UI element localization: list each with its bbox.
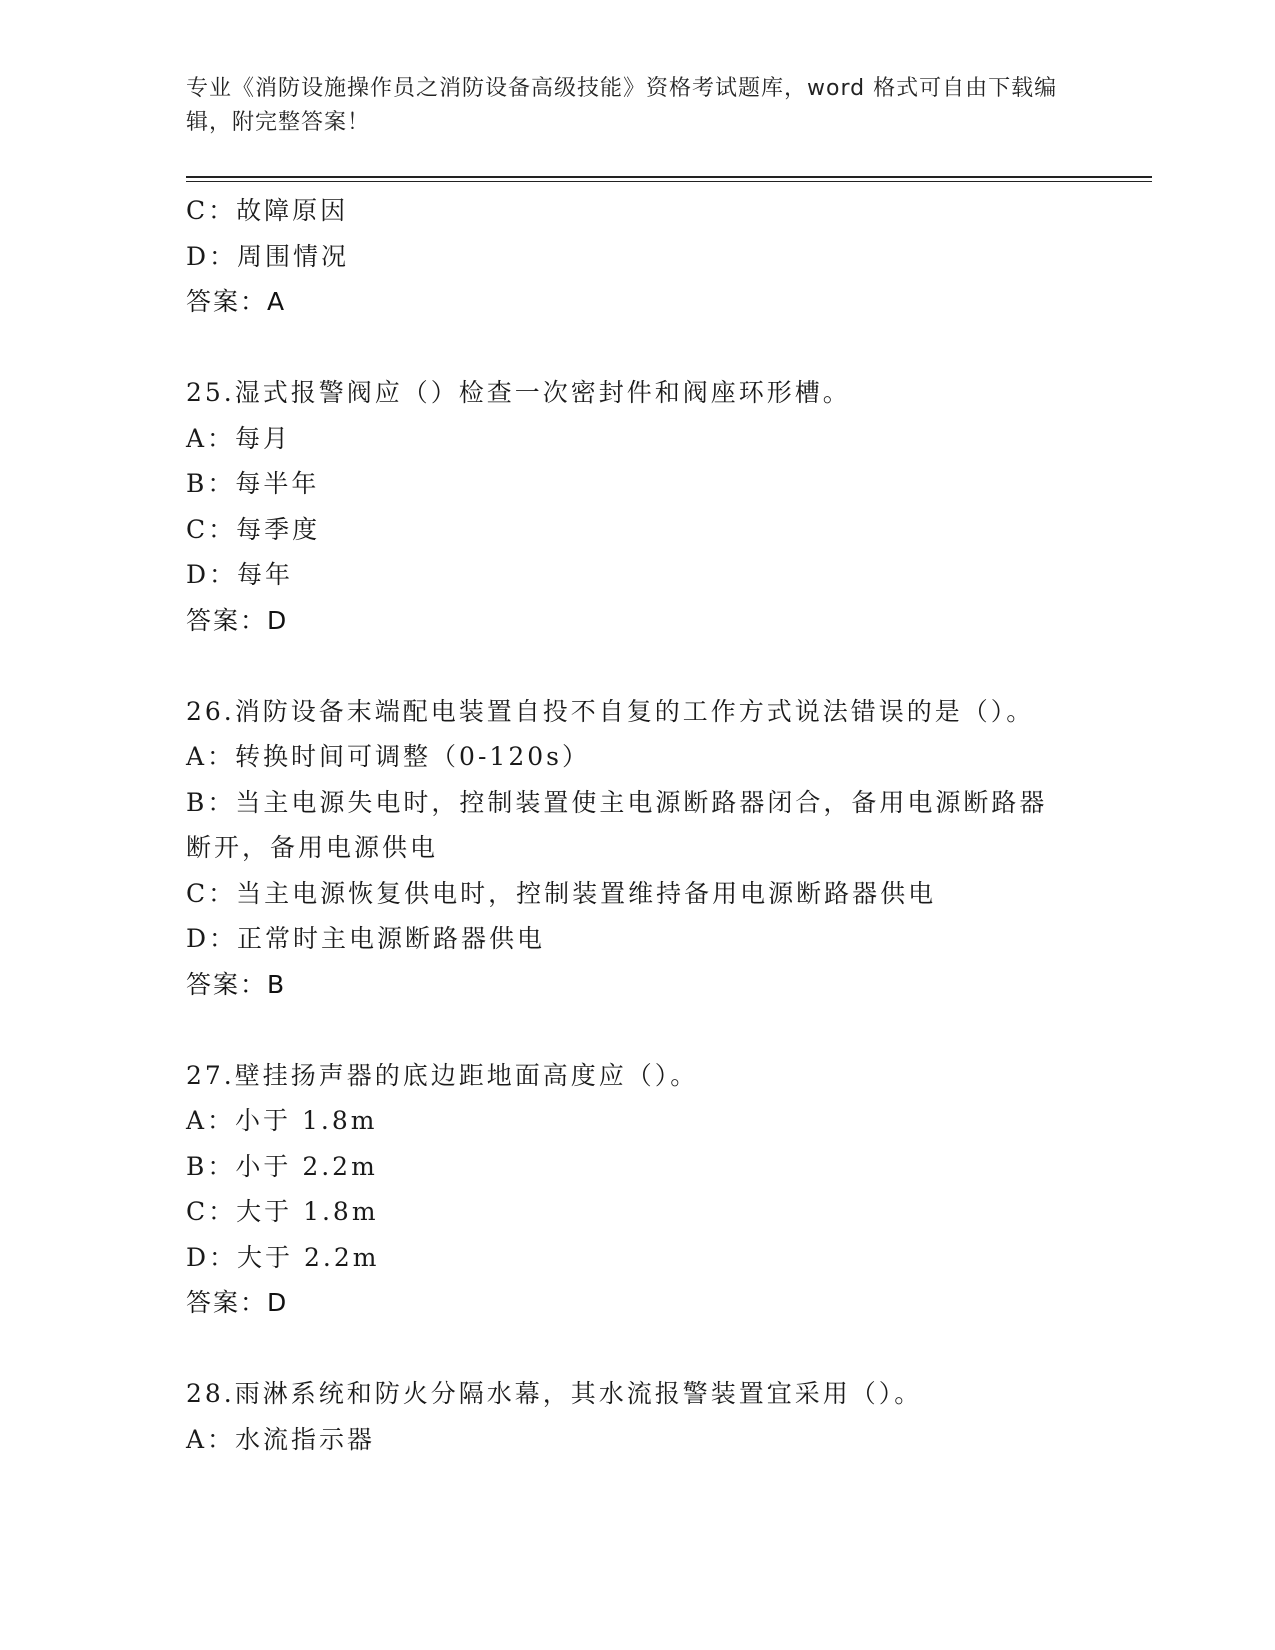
question-content: [186, 188, 1152, 1462]
option-a: A：水流指示器: [186, 1424, 376, 1454]
option-c: C：每季度: [186, 514, 321, 544]
option-d: D：正常时主电源断路器供电: [186, 924, 546, 953]
question-stem: 28.雨淋系统和防火分隔水幕，其水流报警装置宜采用（）。: [186, 1379, 923, 1408]
question-27: [186, 1053, 1152, 1326]
option-d: D：大于 2.2m: [186, 1242, 380, 1272]
option-b: B：当主电源失电时，控制装置使主电源断路器闭合，备用电源断路器断开，备用电源供电: [186, 787, 1048, 862]
question-28: [186, 1371, 1152, 1462]
option-a: A：小于 1.8m: [186, 1106, 378, 1135]
spacer: [186, 643, 1152, 689]
option-c: C：大于 1.8m: [186, 1197, 379, 1226]
option-d: D：每年: [186, 560, 294, 589]
header-divider-thin: [186, 181, 1152, 182]
question-25: [186, 370, 1152, 643]
spacer: [186, 1326, 1152, 1372]
header-divider-thick: [186, 176, 1152, 178]
previous-question-tail: [186, 188, 1152, 325]
option-d: D：周围情况: [186, 241, 350, 271]
question-stem: 26.消防设备末端配电装置自投不自复的工作方式说法错误的是（）。: [186, 696, 1035, 726]
spacer: [186, 1007, 1152, 1053]
question-stem: 25.湿式报警阀应（）检查一次密封件和阀座环形槽。: [186, 378, 851, 407]
option-c: C：故障原因: [186, 196, 349, 225]
question-26: [186, 689, 1152, 1008]
option-b: B：小于 2.2m: [186, 1151, 378, 1181]
spacer: [186, 325, 1152, 371]
option-a: A：转换时间可调整（0-120s）: [186, 742, 590, 771]
question-stem: 27.壁挂扬声器的底边距地面高度应（）。: [186, 1060, 699, 1090]
answer-line: 答案：B: [186, 969, 287, 999]
answer-line: 答案：A: [186, 287, 287, 316]
option-b: B：每半年: [186, 469, 320, 498]
document-header: 专业《消防设施操作员之消防设备高级技能》资格考试题库，word 格式可自由下载编辑，附完整答案！: [186, 76, 1058, 135]
option-a: A：每月: [186, 423, 292, 453]
option-c: C：当主电源恢复供电时，控制装置维持备用电源断路器供电: [186, 878, 937, 908]
answer-line: 答案：D: [186, 605, 289, 635]
answer-line: 答案：D: [186, 1288, 289, 1317]
